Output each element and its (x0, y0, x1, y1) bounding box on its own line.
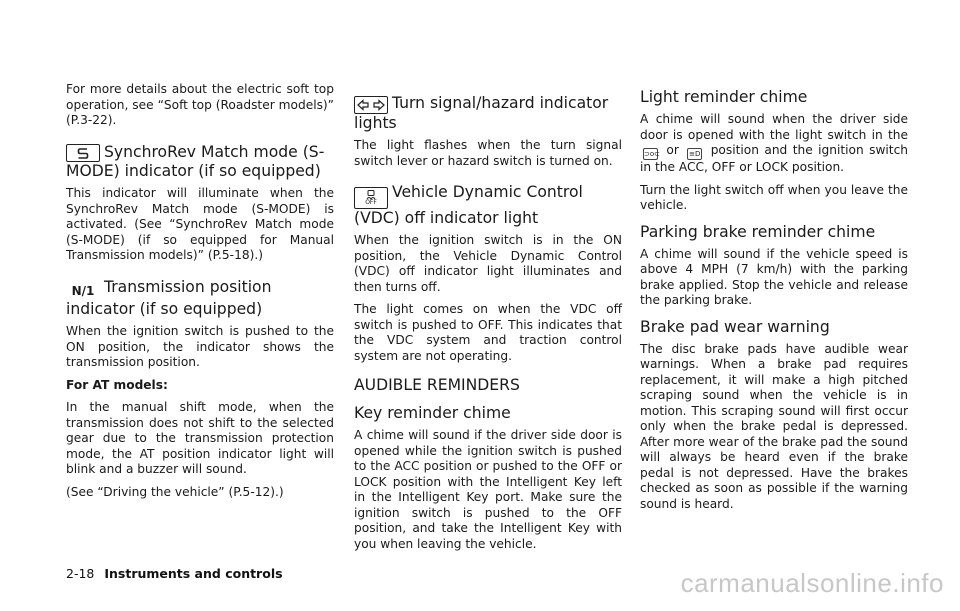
column-middle (354, 82, 622, 559)
vdc-heading-text: Vehicle Dynamic Control (VDC) off indicator light (354, 183, 583, 227)
transmission-heading-text: Transmission position indicator (if so equipped) (66, 277, 272, 318)
at-models-subheading: For AT models: (66, 377, 168, 392)
vdc-icon-text: OFF (365, 199, 377, 206)
light-body-a: A chime will sound when the driver side door is opened with the light switch in the (640, 112, 908, 142)
headlight-icon: ≡D (689, 150, 701, 158)
audible-reminders-heading: AUDIBLE REMINDERS (354, 376, 520, 394)
key-reminder-heading: Key reminder chime (354, 404, 511, 422)
synchro-body: This indicator will illuminate when the SynchroRev Match mode (S-MODE) is activated. (See “SynchroRev Match mode (S-MODE) (if so equipped for Manual Transmission models)” (P.5-18).) (66, 186, 334, 262)
parking-brake-heading: Parking brake reminder chime (640, 222, 876, 241)
synchro-heading-text: SynchroRev Match mode (S-MODE) indicator (if so equipped) (66, 142, 325, 180)
page-footer (66, 566, 283, 581)
light-reminder-heading: Light reminder chime (640, 88, 808, 106)
brake-pad-body: The disc brake pads have audible wear warnings. When a brake pad requires replacement, it will make a high pitched scraping sound when the vehicle is in motion. This scraping sound will first occur only when the brake pedal is depressed. After more wear of the brake pad the sound will always be heard even if the brake pedal is not depressed. Have the brakes checked as soon as possible if the warning sound is heard. (640, 341, 908, 511)
light-reminder-body (640, 112, 908, 176)
light-body-or: or (666, 143, 679, 157)
turn-signal-icon (354, 96, 388, 114)
section-title: Instruments and controls (104, 566, 283, 581)
turn-signal-heading-text: Turn signal/hazard indicator lights (354, 94, 609, 132)
transmission-body2: In the manual shift mode, when the transmission does not shift to the selected gear due to the transmission protection mode, the AT position indicator light will blink and a buzzer will sound. (66, 400, 334, 476)
parking-brake-body: A chime will sound if the vehicle speed is above 4 MPH (7 km/h) with the parking brake applied. Stop the vehicle and release the parking brake. (640, 246, 908, 307)
transmission-body3: (See “Driving the vehicle” (P.5-12).) (66, 484, 284, 499)
vdc-heading (354, 183, 622, 228)
light-body-b: position and the ignition switch in the ACC, OFF or LOCK position. (640, 143, 908, 174)
vdc-off-icon (354, 187, 388, 209)
turn-signal-body: The light flashes when the turn signal switch lever or hazard switch is turned on. (354, 138, 622, 168)
column-left (66, 82, 334, 507)
page-number: 2-18 (66, 566, 95, 581)
s-mode-icon (66, 144, 100, 162)
turn-signal-heading (354, 94, 622, 133)
watermark: carmanualsonline.info (680, 568, 944, 598)
brake-pad-heading: Brake pad wear warning (640, 317, 830, 336)
vdc-body: When the ignition switch is in the ON position, the Vehicle Dynamic Control (VDC) off indicator light illuminates and then turns off. (354, 233, 622, 294)
column-right (640, 88, 908, 519)
transmission-heading (66, 278, 334, 320)
transmission-body: When the ignition switch is pushed to the ON position, the indicator shows the transmission position. (66, 324, 334, 369)
light-reminder-body2: Turn the light switch off when you leave the vehicle. (640, 182, 908, 212)
intro-paragraph: For more details about the electric soft top operation, see “Soft top (Roadster models)” (P.3-22). (66, 82, 334, 127)
transmission-position-icon (66, 282, 100, 300)
transmission-icon-text: N/1 (71, 283, 95, 298)
vdc-body2: The light comes on when the VDC off switch is pushed to OFF. This indicates that the VDC system and traction control system are not operating. (354, 302, 622, 363)
synchro-heading (66, 143, 334, 182)
side-light-icon: ⊃o⊂ (644, 150, 661, 158)
key-reminder-body: A chime will sound if the driver side door is opened while the ignition switch is pushed to the ACC position or pushed to the OFF or LOCK position with the Intelligent Key left in the Intelligent Key port. Make sure the ignition switch is pushed to the OFF position, and take the Intelligent Key with you when leaving the vehicle. (354, 428, 622, 551)
